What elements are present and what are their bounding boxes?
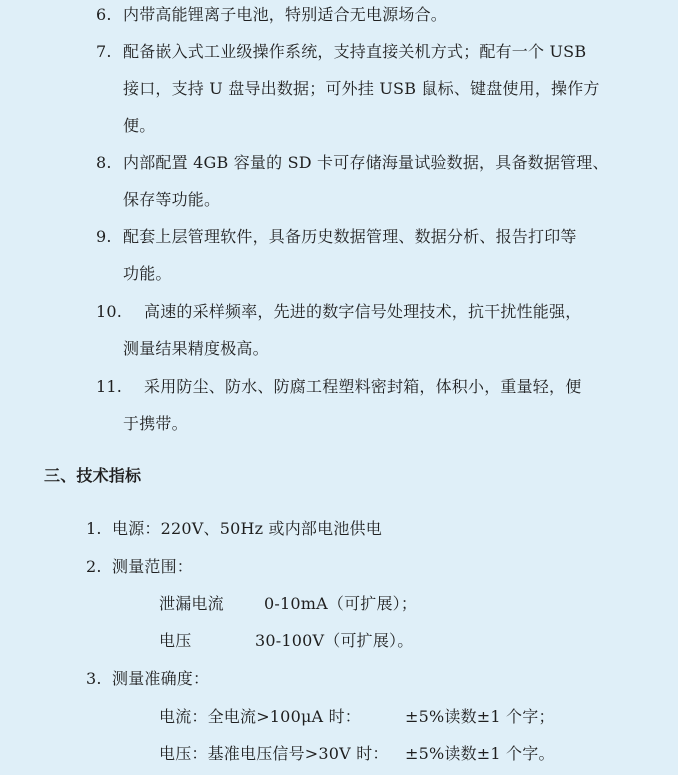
spec-row-value: ±5%读数±1 个字。 [405, 744, 555, 763]
list-item-text: 保存等功能。 [123, 190, 221, 209]
list-item-text: 采用防尘、防水、防腐工程塑料密封箱，体积小，重量轻，便 [144, 377, 582, 396]
spec-number: 1. [86, 519, 102, 538]
spec-row-label: 电压：基准电压信号>30V 时： [159, 744, 389, 763]
spec-number: 3. [86, 669, 102, 688]
spec-row-label: 电压 [159, 631, 192, 650]
list-number: 9. [96, 227, 112, 246]
list-number: 10. [96, 302, 123, 321]
spec-row-value: ±5%读数±1 个字； [405, 707, 555, 726]
spec-range-text: 测量范围： [112, 557, 194, 576]
list-item-text: 接口，支持 U 盘导出数据；可外挂 USB 鼠标、键盘使用，操作方 [123, 79, 600, 98]
spec-power-text: 电源：220V、50Hz 或内部电池供电 [112, 519, 382, 538]
section-title: 三、技术指标 [44, 466, 142, 485]
list-item-text: 内带高能锂离子电池，特别适合无电源场合。 [123, 5, 448, 24]
spec-number: 2. [86, 557, 102, 576]
list-item-text: 便。 [123, 116, 156, 135]
list-item-text: 内部配置 4GB 容量的 SD 卡可存储海量试验数据，具备数据管理、 [123, 153, 609, 172]
list-item-text: 配套上层管理软件，具备历史数据管理、数据分析、报告打印等 [123, 227, 577, 246]
list-number: 6. [96, 5, 112, 24]
spec-row-label: 泄漏电流 [159, 594, 224, 613]
list-item-text: 测量结果精度极高。 [123, 339, 269, 358]
list-number: 11. [96, 377, 123, 396]
list-item-text: 配备嵌入式工业级操作系统，支持直接关机方式；配有一个 USB [123, 42, 587, 61]
list-number: 8. [96, 153, 112, 172]
list-item-text: 于携带。 [123, 414, 188, 433]
spec-row-label: 电流：全电流>100μA 时： [159, 707, 361, 726]
spec-row-value: 30-100V（可扩展）。 [255, 631, 414, 650]
list-number: 7. [96, 42, 112, 61]
spec-accuracy-text: 测量准确度： [112, 669, 210, 688]
list-item-text: 高速的采样频率，先进的数字信号处理技术，抗干扰性能强， [144, 302, 582, 321]
list-item-text: 功能。 [123, 264, 172, 283]
spec-row-value: 0-10mA（可扩展）； [264, 594, 418, 613]
